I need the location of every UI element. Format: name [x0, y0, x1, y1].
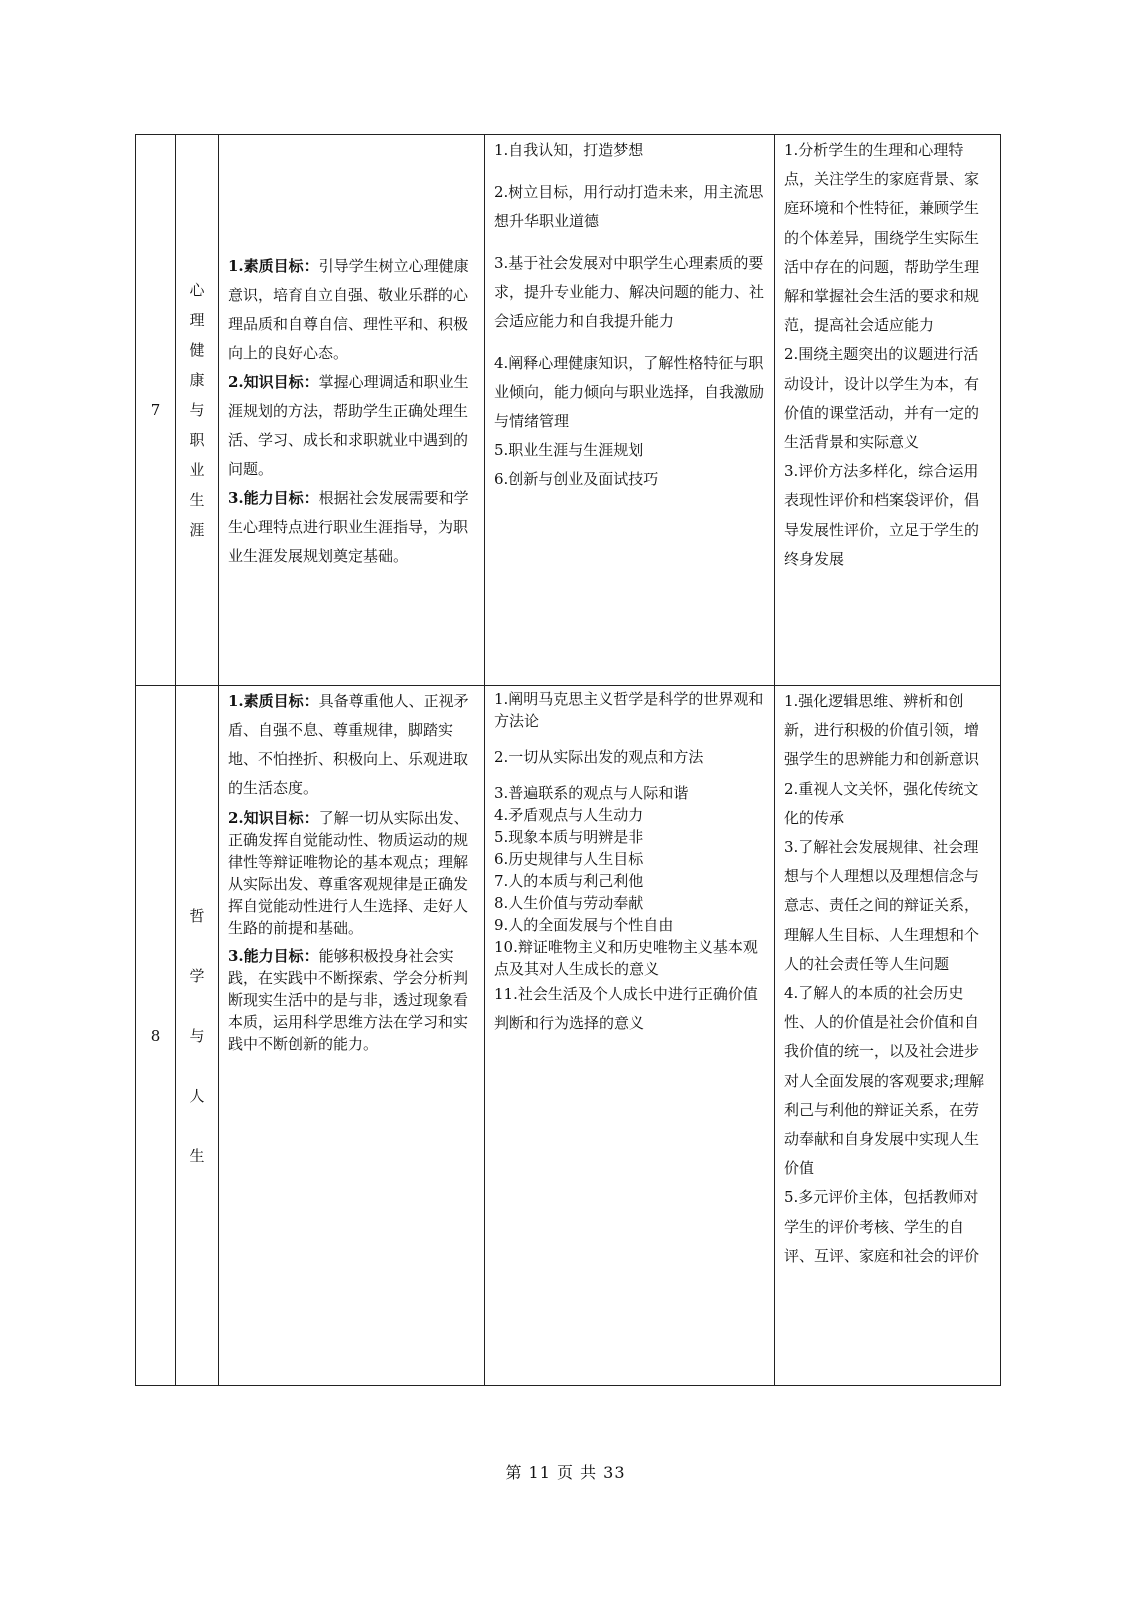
course-name-char: 学 [189, 966, 205, 985]
content-item: 11.社会生活及个人成长中进行正确价值判断和行为选择的意义 [494, 985, 758, 1032]
course-name-char: 生 [189, 491, 205, 509]
goal-item: 3.能力目标：能够积极投身社会实践，在实践中不断探索、学会分析判断现实生活中的是与非，透过现象看本质，运用科学思维方法在学习和实践中不断创新的能力。 [228, 947, 469, 1053]
requirement-item: 1.强化逻辑思维、辨析和创新，进行积极的价值引领，增强学生的思辨能力和创新意识 [784, 692, 980, 769]
row-number: 7 [136, 135, 176, 686]
requirement-item: 2.重视人文关怀，强化传统文化的传承 [784, 779, 979, 827]
course-name-char: 生 [189, 1146, 205, 1165]
content-item: 7.人的本质与利己利他 [494, 872, 644, 890]
content-item: 1.阐明马克思主义哲学是科学的世界观和方法论 [494, 690, 764, 730]
course-name-char: 康 [189, 371, 205, 389]
requirements-cell [775, 135, 1001, 686]
requirement-item: 2.围绕主题突出的议题进行活动设计，设计以学生为本，有价值的课堂活动，并有一定的生活背景和实际意义 [784, 345, 980, 452]
requirement-item: 3.了解社会发展规律、社会理想与个人理想以及理想信念与意志、责任之间的辩证关系，理解人生目标、人生理想和个人的社会责任等人生问题 [784, 838, 980, 973]
content-item: 4.矛盾观点与人生动力 [494, 806, 644, 824]
goals-cell [219, 686, 485, 1386]
course-name-char: 与 [189, 401, 205, 419]
course-name-char: 健 [189, 341, 205, 359]
course-name [176, 135, 219, 686]
goal-item: 2.知识目标：了解一切从实际出发、正确发挥自觉能动性、物质运动的规律性等辩证唯物论的基本观点；理解从实际出发、尊重客观规律是正确发挥自觉能动性进行人生选择、走好人生路的前提和基础。 [228, 809, 469, 937]
course-name-char: 哲 [189, 906, 205, 925]
row-number: 8 [136, 686, 176, 1386]
requirement-item: 4.了解人的本质的社会历史性、人的价值是社会价值和自我价值的统一，以及社会进步对人全面发展的客观要求;理解利己与利他的辩证关系，在劳动奉献和自身发展中实现人生价值 [784, 984, 985, 1178]
requirement-item: 5.多元评价主体，包括教师对学生的评价考核、学生的自评、互评、家庭和社会的评价 [784, 1188, 980, 1265]
course-name-char: 涯 [189, 521, 205, 539]
goal-item: 3.能力目标：根据社会发展需要和学生心理特点进行职业生涯指导，为职业生涯发展规划奠定基础。 [228, 489, 469, 565]
content-item: 5.职业生涯与生涯规划 [494, 441, 644, 459]
content-cell [485, 135, 775, 686]
goal-item: 1.素质目标：具备尊重他人、正视矛盾、自强不息、尊重规律，脚踏实地、不怕挫折、积极向上、乐观进取的生活态度。 [228, 692, 469, 797]
content-item: 2.一切从实际出发的观点和方法 [494, 748, 704, 766]
content-item: 8.人生价值与劳动奉献 [494, 894, 644, 912]
content-cell [485, 686, 775, 1386]
content-item: 9.人的全面发展与个性自由 [494, 916, 674, 934]
content-item: 3.基于社会发展对中职学生心理素质的要求，提升专业能力、解决问题的能力、社会适应能力和自我提升能力 [494, 254, 765, 330]
content-item: 2.树立目标，用行动打造未来，用主流思想升华职业道德 [494, 183, 764, 230]
content-item: 4.阐释心理健康知识，了解性格特征与职业倾向，能力倾向与职业选择，自我激励与情绪管理 [494, 354, 765, 430]
table-row [136, 135, 1001, 686]
course-table [135, 134, 1001, 1386]
content-item: 1.自我认知，打造梦想 [494, 141, 644, 159]
requirement-item: 1.分析学生的生理和心理特点，关注学生的家庭背景、家庭环境和个性特征，兼顾学生的个体差异，围绕学生实际生活中存在的问题，帮助学生理解和掌握社会生活的要求和规范，提高社会适应能力 [784, 141, 980, 335]
goal-item: 1.素质目标：引导学生树立心理健康意识，培育自立自强、敬业乐群的心理品质和自尊自信、理性平和、积极向上的良好心态。 [228, 257, 469, 362]
course-name-char: 人 [189, 1086, 205, 1105]
page-footer: 第 11 页 共 33 [505, 1463, 626, 1482]
content-item: 3.普遍联系的观点与人际和谐 [494, 784, 689, 802]
content-item: 6.创新与创业及面试技巧 [494, 470, 659, 488]
requirements-cell [775, 686, 1001, 1386]
content-item: 5.现象本质与明辨是非 [494, 828, 644, 846]
course-name-char: 业 [189, 461, 205, 479]
course-name-char: 心 [189, 281, 205, 299]
content-item: 6.历史规律与人生目标 [494, 850, 644, 868]
course-name-char: 理 [189, 311, 205, 329]
goals-cell [219, 135, 485, 686]
course-name [176, 686, 219, 1386]
content-item: 10.辩证唯物主义和历史唯物主义基本观点及其对人生成长的意义 [494, 938, 758, 978]
table-row [136, 686, 1001, 1386]
requirement-item: 3.评价方法多样化，综合运用表现性评价和档案袋评价，倡导发展性评价，立足于学生的终身发展 [784, 462, 980, 568]
course-name-char: 职 [189, 431, 205, 449]
course-name-char: 与 [189, 1026, 205, 1045]
goal-item: 2.知识目标：掌握心理调适和职业生涯规划的方法，帮助学生正确处理生活、学习、成长和求职就业中遇到的问题。 [228, 373, 469, 478]
